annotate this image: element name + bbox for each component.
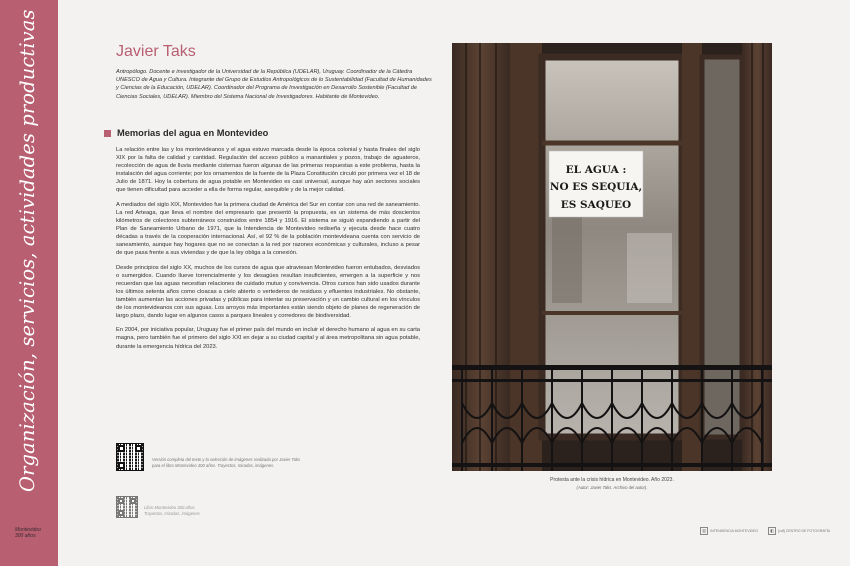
photo-credit: (Autor: Javier Taks. Archivo del autor). <box>576 485 648 490</box>
building-icon: ▥ <box>700 527 708 535</box>
photo-caption: Protesta ante la crisis hídrica en Montevideo. Año 2023. (Autor: Javier Taks. Archivo del autor). <box>452 477 772 491</box>
square-bullet-icon <box>104 130 111 137</box>
paragraph: En 2004, por iniciativa popular, Uruguay fue el primer país del mundo en incluir el derecho humano al agua en su carta magna, pero también fue el primero del siglo XXI en dejar a su ciudad capital y al área metropolitana sin agua potable, durante la emergencia hídrica del 2023. <box>116 327 420 350</box>
article-body <box>116 146 420 357</box>
sponsor-logos <box>700 527 830 535</box>
sign-line-3: ES SAQUEO <box>560 199 632 211</box>
author-name: Javier Taks <box>116 43 196 60</box>
section-title: Memorias del agua en Montevideo <box>117 128 269 138</box>
qr-finder <box>118 445 125 452</box>
paragraph: La relación entre las y los montevideanos y el agua estuvo marcada desde la época colonial y hasta finales del siglo XIX por la falta de calidad y cantidad. Regulación del acceso público a manantiales y pozos, trabajo de aguateros, recolección de agua de lluvia mediante cisternas fueron algunas de las primeras respuestas a este problema, hasta la instalación del agua corriente; por los ornamentos de la fuente de la Plaza Constitución circuló por primera vez el 18 de Julio de 1871. Hoy la cobertura de agua potable en Montevideo es casi universal, aunque hay aún sectores sociales que tienen dificultad para acceder a ella de forma regular, asequible y de la mejor calidad. <box>116 147 420 194</box>
book-qr-caption: Libro Montevideo 300 años. Trayectos, miradas, imágenes <box>144 505 200 516</box>
vertical-title: Organización, servicios, actividades productivas <box>16 9 39 492</box>
qr-caption: Versión completa del texto y la selección de imágenes realizada por Javier Taks para el libro Montevideo 300 años. Trayectos, miradas, imágenes. <box>152 457 301 468</box>
protest-photo <box>452 43 772 471</box>
qr-code-icon[interactable] <box>116 443 144 471</box>
camera-icon: ◧ <box>768 527 776 535</box>
paragraph: Desde principios del siglo XX, muchos de los cursos de agua que atraviesan Montevideo fueron entubados, desviados o sumergidos. Cuando llueve torrencialmente y los desagües resultan insuficientes, emergen a la superficie y nos recuerdan que las aguas necesitan relaciones de cuidado mutuo y convivencia. Otros cursos han sido usados durante los últimos setenta años como cloacas a cielo abierto o vertederos de residuos y efluentes industriales. No obstante, también aumentan las acciones privadas y públicas para intentar su preservación y un cambio cultural en los vínculos de los montevideanos con sus aguas. Los arroyos más importantes están siendo objeto de planes de regeneración de largo plazo, dando lugar en algunos casos a parques lineales y corredores de biodiversidad. <box>116 264 420 319</box>
anniversary-badge: Montevideo 300 años <box>15 527 41 539</box>
section-heading <box>104 128 268 138</box>
paragraph: A mediados del siglo XIX, Montevideo fue la primera ciudad de América del Sur en contar con una red de saneamiento. La red Arteaga, que lleva el nombre del empresario que presentó la propuesta, es un sistema de más doscientos kilómetros de colectores subterráneos construidos entre 1854 y 1916. El sistema se siguió expandiendo a partir del Plan de Saneamiento Urbano de 1971, que la Intendencia de Montevideo rediseña y ejecuta desde hace cuatro décadas a través de la cooperación internacional. Así, el 92 % de la población montevideana cuenta con servicio de saneamiento, aunque hay hogares que no se conectan a la red por razones económicas y culturales, incluso a pesar de que pasa frente a sus viviendas y de que la ley obliga a la conexión. <box>116 201 420 257</box>
qr-finder <box>135 445 142 452</box>
intendencia-logo: ▥ INTENDENCIA MONTEVIDEO <box>700 527 758 535</box>
qr-finder <box>118 510 124 516</box>
book-qr-code-icon[interactable] <box>116 496 138 518</box>
author-bio: Antropólogo. Docente e investigador de la Universidad de la República (UDELAR), Uruguay. Coordinador de la Cátedra UNESCO de Agua y Cultura. Integrante del Grupo de Estudios Antropológicos de lo Sustentabilidad (Facultad de Humanidades y Ciencias de la Educación, UDELAR). Coordinador del Programa de Investigación en Desarrollo Sostenible (Facultad de Ciencias Sociales, UDELAR). Miembro del Sistema Nacional de Investigadores. Habitante de Montevideo. <box>116 69 432 100</box>
sign-line-1: EL AGUA : <box>565 164 627 176</box>
sidebar <box>0 0 58 566</box>
qr-finder <box>118 498 124 504</box>
cdf-logo: ◧ [cdf] CENTRO DE FOTOGRAFÍA <box>768 527 830 535</box>
qr-finder <box>118 462 125 469</box>
window-illustration <box>452 43 772 471</box>
qr-finder <box>130 498 136 504</box>
sign-line-2: NO ES SEQUIA, <box>549 181 643 193</box>
